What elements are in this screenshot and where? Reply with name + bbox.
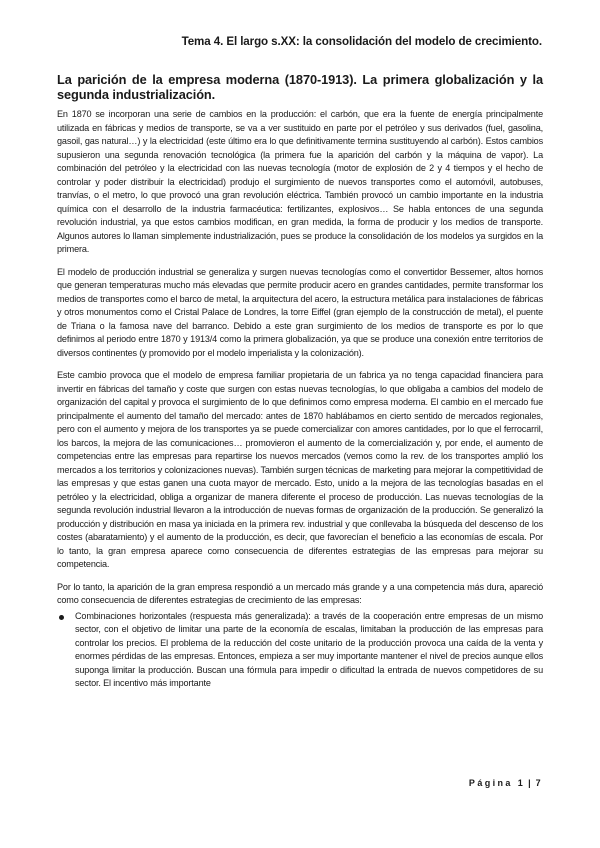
page-label: Página	[468, 778, 513, 788]
paragraph-4: Por lo tanto, la aparición de la gran empresa respondió a un mercado más grande y a una competencia más dura, apareció como consecuencia de diferentes estrategias de crecimiento de las empresas:	[57, 581, 543, 605]
list-item-text: Combinaciones horizontales (respuesta más generalizada): a través de la cooperación entre empresas de un mismo sector, con el objetivo de limitar una parte de la economía de escalas, limitaban la producción de las empresas para controlar los precios. El problema de la reducción del coste unitario de la producción provoca una caída de la venta y enormes pérdidas de las empresas. Entonces, empieza a ser muy importante mantener el nivel de precios aunque ellos suponga limitar la producción. Buscan una fórmula para impedir o dificultad la entrada de nuevos competidores de su sector. El incentivo más importante	[75, 610, 543, 688]
body-text	[57, 108, 543, 691]
paragraph-3: Este cambio provoca que el modelo de empresa familiar propietaria de un fabrica ya no tenga capacidad financiera para invertir en fábricas del tamaño y coste que surgen con estas nuevas tecnologías, lo que obligaba a cambios del modelo de organización del capital y provoca el surgimiento de lo que definimos como empresa moderna. El cambio en el mercado fue principalmente el aumento del tamaño del mercado: antes de 1870 hablábamos en cierto sentido de mercados regionales, pero con el aumento y mejora de los transportes ya se puede comercializar con amores cantidades, por lo que el ferrocarril, los barcos, la mejora de las comunicaciones… promovieron el aumento de la comercialización y, por ende, el aumento de competencias entre las empresas para repartirse los nuevos mercados (vemos como la rev. de los transportes amplió los mercados a los territorios y colonizaciones nuevas). También surgen técnicas de marketing para mejorar la competitividad de las empresas y que estas ganen una cuota mayor de mercado. Esto, unido a la mejora de las tecnologías basadas en el petróleo y la electricidad, obliga a organizar de manera diferente el proceso de producción. Las nuevas tecnologías de la segunda revolución industrial llevaron a la introducción de nuevas formas de organización de la producción. Se generalizó la producción y distribución en masa ya iniciada en la primera rev. industrial y que conllevaba la búsqueda del descenso de los costes (abaratamiento) y el aumento de la producción, es decir, que favorecían el beneficio a las economías de escala. Por lo tanto, la gran empresa aparece como consecuencia de diferentes estrategias de las empresas para mejorar su competencia.	[57, 370, 543, 569]
list-item	[57, 610, 543, 691]
strategy-list	[57, 610, 543, 691]
paragraph-1: En 1870 se incorporan una serie de cambios en la producción: el carbón, que era la fuente de energía principalmente utilizada en fábricas y medios de transporte, se va a ver sustituido en parte por el petróleo y sus derivados (fuel, gasolina, gasoil, gas natural…) y la electricidad (este último era lo que definitivamente termina sustituyendo al carbón). Estos cambios supusieron una segunda renovación tecnológica (la primera fue la aparición del carbón y la máquina de vapor). La combinación del petróleo y la electricidad con las nuevas tecnología (motor de explosión de 2 y 4 tiempos y el hecho de controlar y poder distribuir la electricidad) produjo el surgimiento de nuevos transportes como el automóvil, autobuses, tranvías, o el metro, lo que provocó una gran revolución eléctrica. También provocó un cambio importante en la industria química con el desarrollo de la industria farmacéutica: fertilizantes, explosivos… Se habla entonces de una segunda revolución industrial, ya que estos cambios modifican, en gran medida, la forma de producir y los medios de transporte. Algunos autores lo llaman simplemente industrialización, pues se produce la consolidación de los modelos ya surgidos en la primera.	[57, 109, 543, 254]
section-title: La parición de la empresa moderna (1870-1913). La primera globalización y la segunda industrialización.	[57, 72, 543, 102]
page-footer	[469, 778, 543, 788]
page-total: 7	[535, 778, 543, 788]
running-header: Tema 4. El largo s.XX: la consolidación del modelo de crecimiento.	[181, 35, 542, 48]
page-number: 1	[517, 778, 526, 788]
paragraph-2: El modelo de producción industrial se generaliza y surgen nuevas tecnologías como el convertidor Bessemer, altos hornos que generan temperaturas mucho más elevadas que permite producir acero en grandes cantidades, permite transformar los medios de transportes como el barco de metal, la arquitectura del acero, la estructura metálica para instalaciones de fábricas y otros monumentos como el Cristal Palace de Londres, la torre Eiffel (gran ejemplo de la construcción de metal), el puente de Triana o la famosa nave del barranco. Debido a este gran surgimiento de los medios de transporte es por lo que definimos al periodo entre 1870 y 1913/4 como la primera globalización, ya que se produce una conexión entre territorios de diversos continentes (y promovido por el modelo imperialista y la colonización).	[57, 266, 543, 358]
page-separator: |	[528, 778, 531, 788]
bullet-icon	[59, 615, 64, 620]
